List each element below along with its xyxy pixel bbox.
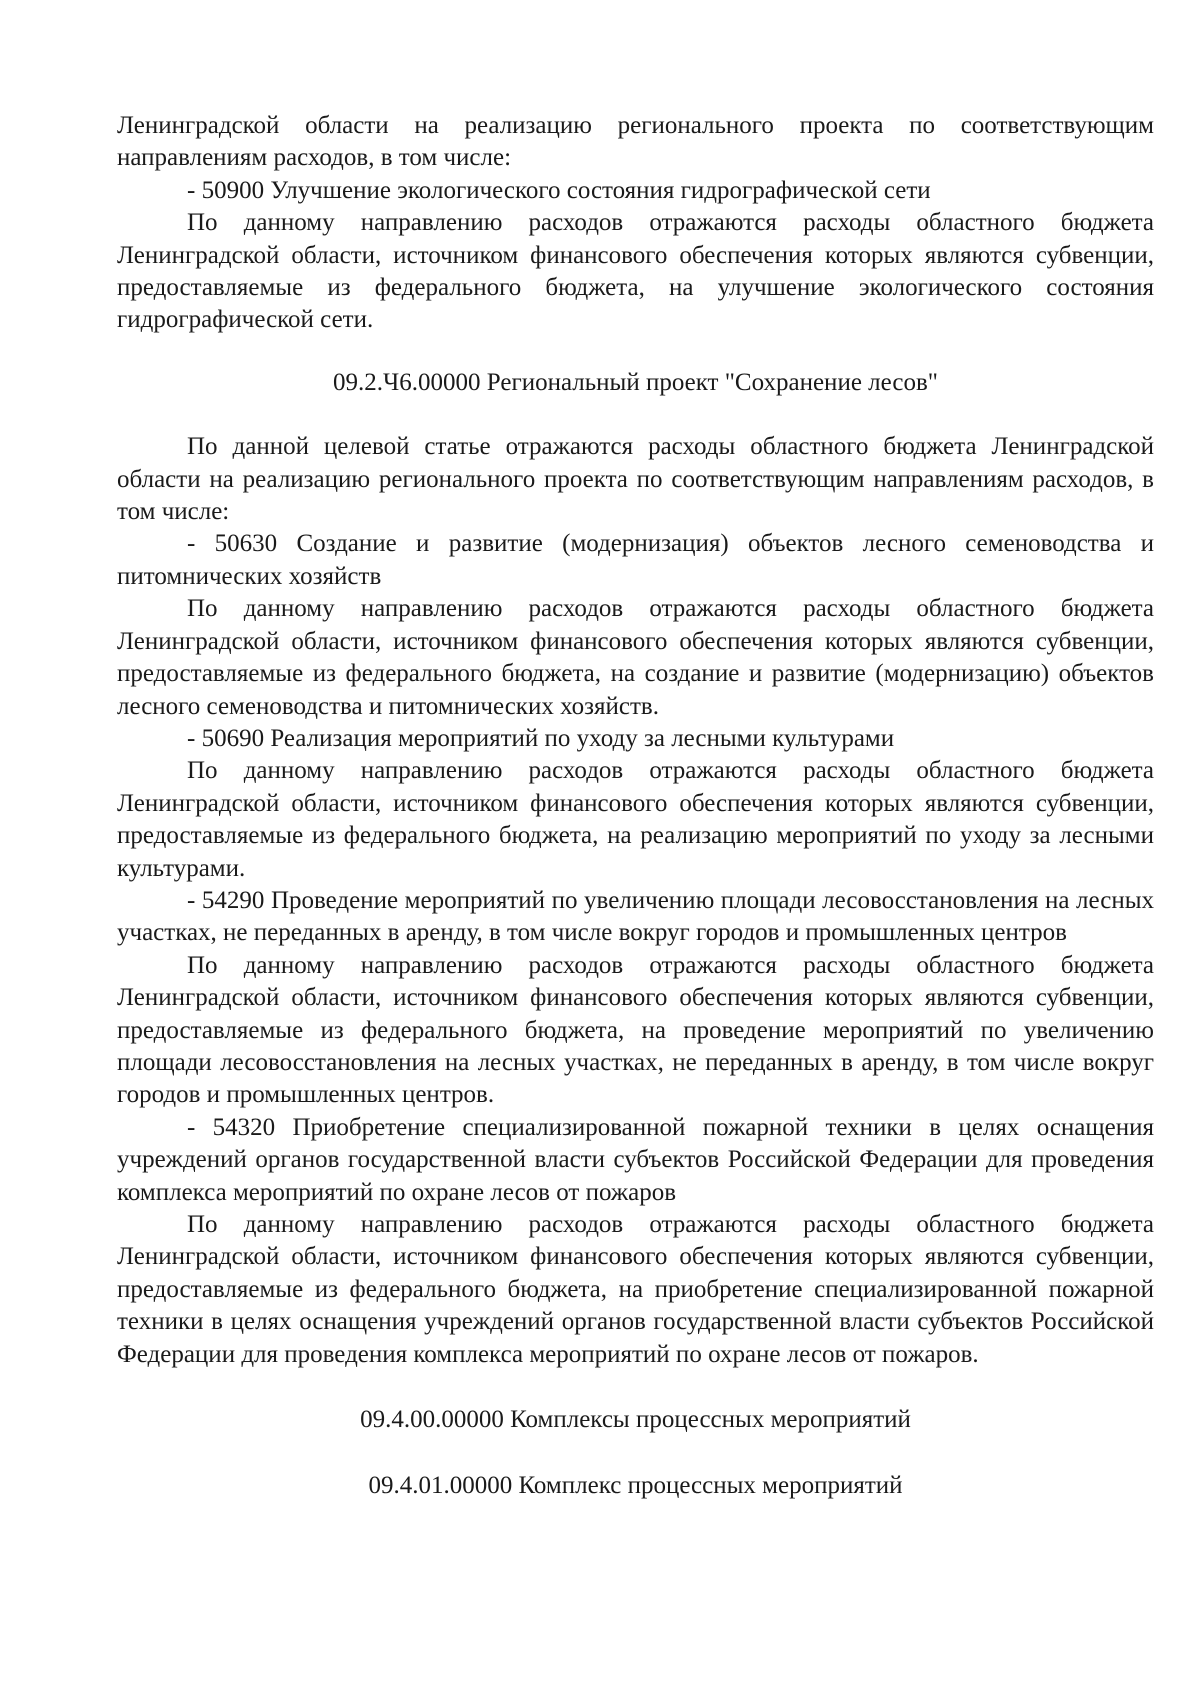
expense-description-50690: По данному направлению расходов отражаются расходы областного бюджета Ленинградской области, источником финансового обеспечения которых являются субвенции, предоставляемые из федерального бюджета, на реализацию мероприятий по уходу за лесными культурами. [117, 757, 1154, 882]
document-page [117, 110, 1154, 1503]
section-intro: По данной целевой статье отражаются расходы областного бюджета Ленинградской области на реализацию регионального проекта по соответствующим направлениям расходов, в том числе: [117, 433, 1154, 526]
section-heading-process-complexes: 09.4.00.00000 Комплексы процессных мероприятий [360, 1406, 911, 1434]
section-heading-process-complex: 09.4.01.00000 Комплекс процессных мероприятий [368, 1472, 903, 1500]
expense-description-50900: По данному направлению расходов отражаются расходы областного бюджета Ленинградской области, источником финансового обеспечения которых являются субвенции, предоставляемые из федерального бюджета, на улучшение экологического состояния гидрографической сети. [117, 209, 1154, 334]
section-heading-forest-project: 09.2.Ч6.00000 Региональный проект "Сохранение лесов" [333, 368, 938, 396]
expense-description-54290: По данному направлению расходов отражаются расходы областного бюджета Ленинградской области, источником финансового обеспечения которых являются субвенции, предоставляемые из федерального бюджета, на проведение мероприятий по увеличению площади лесовосстановления на лесных участках, не переданных в аренду, в том числе вокруг городов и промышленных центров. [117, 951, 1154, 1109]
paragraph-continuation: Ленинградской области на реализацию регионального проекта по соответствующим направлениям расходов, в том числе: [117, 112, 1154, 172]
expense-description-54320: По данному направлению расходов отражаются расходы областного бюджета Ленинградской области, источником финансового обеспечения которых являются субвенции, предоставляемые из федерального бюджета, на приобретение специализированной пожарной техники в целях оснащения учреждений органов государственной власти субъектов Российской Федерации для проведения комплекса мероприятий по охране лесов от пожаров. [117, 1211, 1154, 1368]
expense-item-50690: - 50690 Реализация мероприятий по уходу за лесными культурами [187, 724, 895, 752]
expense-description-50630: По данному направлению расходов отражаются расходы областного бюджета Ленинградской области, источником финансового обеспечения которых являются субвенции, предоставляемые из федерального бюджета, на создание и развитие (модернизацию) объектов лесного семеноводства и питомнических хозяйств. [117, 595, 1154, 720]
expense-item-50630: - 50630 Создание и развитие (модернизация) объектов лесного семеноводства и питомнических хозяйств [117, 530, 1154, 590]
expense-item-54290: - 54290 Проведение мероприятий по увеличению площади лесовосстановления на лесных участках, не переданных в аренду, в том числе вокруг городов и промышленных центров [117, 886, 1154, 947]
expense-item-50900: - 50900 Улучшение экологического состояния гидрографической сети [187, 176, 931, 204]
expense-item-54320: - 54320 Приобретение специализированной пожарной техники в целях оснащения учреждений органов государственной власти субъектов Российской Федерации для проведения комплекса мероприятий по охране лесов от пожаров [117, 1113, 1154, 1206]
